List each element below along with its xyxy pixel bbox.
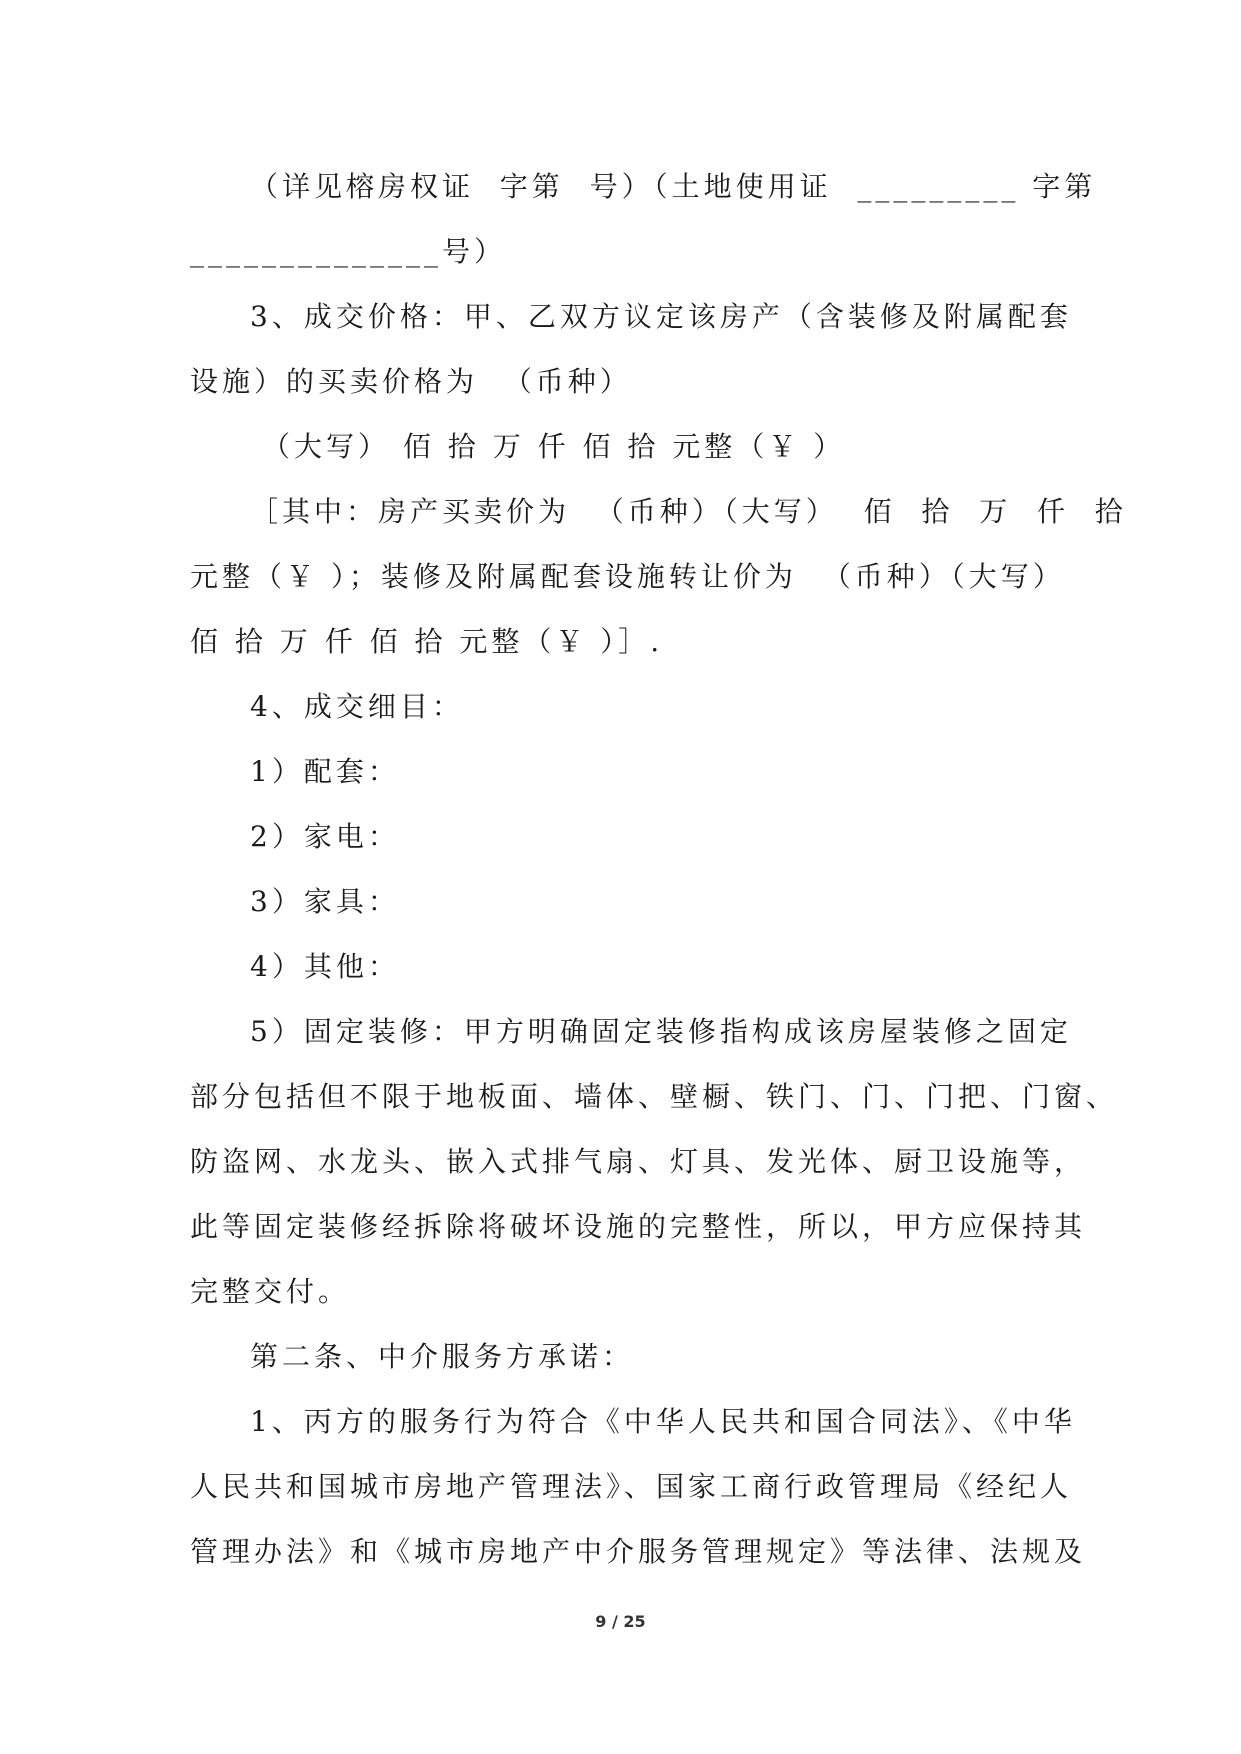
document-body (190, 154, 1127, 1584)
text-line: 2）家电： (250, 820, 400, 853)
text-line: ［其中：房产买卖价为 （币种）（大写） 佰 拾 万 仟 拾 (250, 495, 1127, 528)
text-line: 5）固定装修：甲方明确固定装修指构成该房屋装修之固定 (250, 1015, 1072, 1048)
text-line: 部分包括但不限于地板面、墙体、壁橱、铁门、门、门把、门窗、 (190, 1080, 1119, 1113)
text-line: 3）家具： (250, 885, 400, 918)
text-line: 元整（￥ ）；装修及附属配套设施转让价为 （币种）（大写） (190, 560, 1065, 593)
text-line: 1、丙方的服务行为符合《中华人民共和国合同法》、《中华 (250, 1405, 1076, 1438)
text-line: 此等固定装修经拆除将破坏设施的完整性，所以，甲方应保持其 (190, 1210, 1087, 1243)
text-line: （大写） 佰 拾 万 仟 佰 拾 元整（￥ ） (262, 430, 846, 463)
text-line: （详见榕房权证 字第 号）（土地使用证 _________ 字第 (250, 170, 1097, 203)
text-line: 防盗网、水龙头、嵌入式排气扇、灯具、发光体、厨卫设施等， (190, 1145, 1087, 1178)
page-number: 9 / 25 (595, 1612, 646, 1631)
text-line: 1）配套： (250, 755, 400, 788)
text-line: 人民共和国城市房地产管理法》、国家工商行政管理局《经纪人 (190, 1470, 1073, 1503)
text-line: 4、成交细目： (250, 690, 464, 723)
text-line: 完整交付。 (190, 1275, 351, 1308)
text-line: 管理办法》和《城市房地产中介服务管理规定》等法律、法规及 (190, 1535, 1087, 1568)
text-line: 佰 拾 万 仟 佰 拾 元整（￥ ）］. (190, 625, 664, 658)
text-line: 3、成交价格：甲、乙双方议定该房产（含装修及附属配套 (250, 300, 1072, 333)
text-line: 设施）的买卖价格为 （币种） (190, 365, 632, 398)
text-line: 第二条、中介服务方承诺： (250, 1340, 635, 1373)
text-line: ______________号） (190, 235, 507, 268)
text-line: 4）其他： (250, 950, 400, 983)
